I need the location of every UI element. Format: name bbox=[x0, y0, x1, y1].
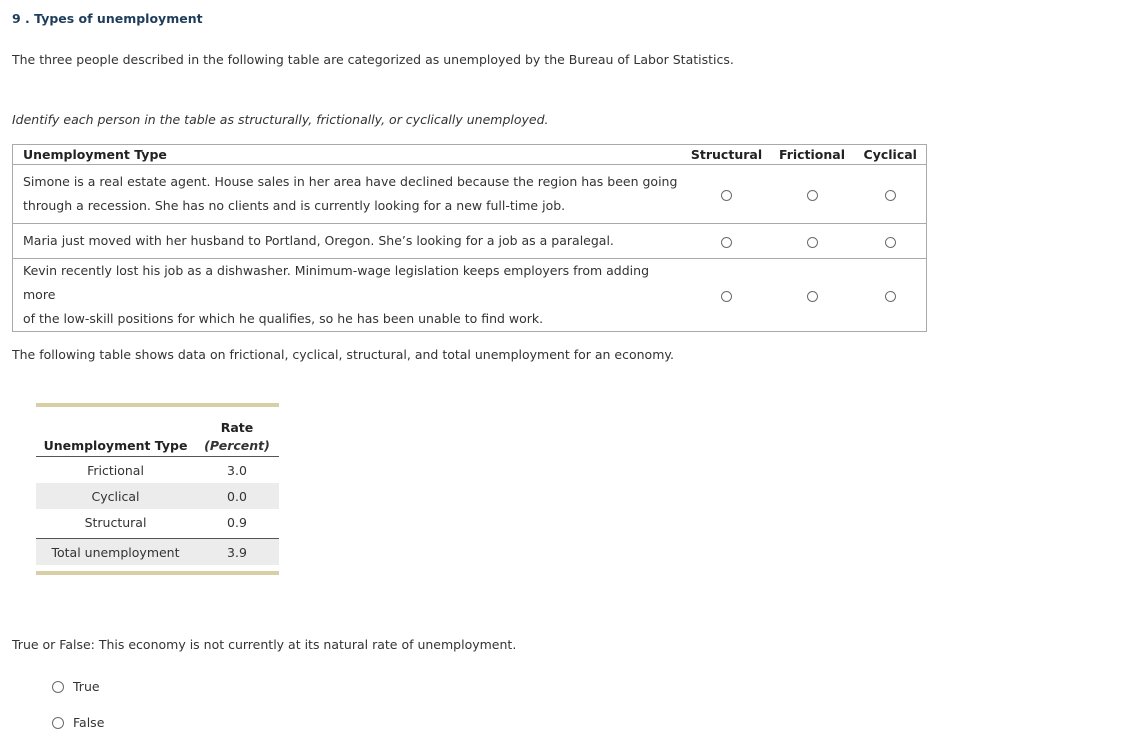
radio-simone-frictional[interactable] bbox=[807, 190, 818, 201]
person-description bbox=[13, 165, 684, 224]
option-true[interactable] bbox=[52, 679, 100, 694]
person-description bbox=[13, 224, 684, 259]
data-table-intro: The following table shows data on frictional, cyclical, structural, and total unemployment for an economy. bbox=[12, 347, 674, 362]
table-row bbox=[36, 483, 279, 509]
row-rate: 0.9 bbox=[227, 514, 247, 530]
radio-maria-structural[interactable] bbox=[721, 237, 732, 248]
total-type: Total unemployment bbox=[51, 544, 180, 560]
radio-false[interactable] bbox=[52, 717, 64, 729]
table-top-rule bbox=[36, 403, 279, 407]
table-row bbox=[13, 165, 927, 224]
row-rate: 0.0 bbox=[227, 488, 247, 504]
radio-simone-cyclical[interactable] bbox=[885, 190, 896, 201]
row-type: Structural bbox=[84, 514, 147, 530]
description-line: Maria just moved with her husband to Portland, Oregon. She’s looking for a job as a paralegal. bbox=[23, 233, 614, 248]
table-row bbox=[36, 509, 279, 535]
total-rate: 3.9 bbox=[227, 544, 247, 560]
option-false[interactable] bbox=[52, 715, 104, 730]
header-cyclical: Cyclical bbox=[855, 145, 927, 165]
header-structural: Structural bbox=[684, 145, 770, 165]
question-intro: The three people described in the following table are categorized as unemployed by the Bureau of Labor Statistics. bbox=[12, 52, 734, 67]
radio-kevin-cyclical[interactable] bbox=[885, 291, 896, 302]
description-line: Kevin recently lost his job as a dishwasher. Minimum-wage legislation keeps employers from adding more bbox=[23, 263, 650, 302]
row-type: Cyclical bbox=[91, 488, 140, 504]
table-header-row bbox=[36, 420, 279, 434]
question-title: 9 . Types of unemployment bbox=[12, 11, 203, 26]
radio-true[interactable] bbox=[52, 681, 64, 693]
description-line: through a recession. She has no clients and is currently looking for a new full-time job. bbox=[23, 198, 566, 213]
option-true-label: True bbox=[73, 679, 100, 694]
header-unemployment-type: Unemployment Type bbox=[13, 145, 684, 165]
true-false-question: True or False: This economy is not currently at its natural rate of unemployment. bbox=[12, 637, 517, 652]
row-type: Frictional bbox=[87, 462, 144, 478]
unemployment-data-table bbox=[36, 403, 279, 575]
table-row bbox=[36, 457, 279, 483]
header-percent: (Percent) bbox=[204, 437, 270, 453]
option-false-label: False bbox=[73, 715, 105, 730]
description-line: Simone is a real estate agent. House sales in her area have declined because the region has been going bbox=[23, 174, 678, 189]
header-unemployment-type: Unemployment Type bbox=[43, 437, 188, 453]
description-line: of the low-skill positions for which he qualifies, so he has been unable to find work. bbox=[23, 311, 544, 326]
header-rate: Rate bbox=[220, 419, 254, 435]
radio-simone-structural[interactable] bbox=[721, 190, 732, 201]
classification-header-row bbox=[13, 145, 927, 165]
classification-table bbox=[12, 144, 927, 332]
person-description bbox=[13, 259, 684, 332]
radio-kevin-frictional[interactable] bbox=[807, 291, 818, 302]
radio-maria-frictional[interactable] bbox=[807, 237, 818, 248]
table-header-row bbox=[36, 434, 279, 456]
table-row bbox=[13, 259, 927, 332]
header-frictional: Frictional bbox=[770, 145, 855, 165]
question-instruction: Identify each person in the table as structurally, frictionally, or cyclically unemployed. bbox=[12, 112, 549, 127]
radio-maria-cyclical[interactable] bbox=[885, 237, 896, 248]
total-row bbox=[36, 539, 279, 565]
table-row bbox=[13, 224, 927, 259]
radio-kevin-structural[interactable] bbox=[721, 291, 732, 302]
table-bottom-rule bbox=[36, 571, 279, 575]
row-rate: 3.0 bbox=[227, 462, 247, 478]
